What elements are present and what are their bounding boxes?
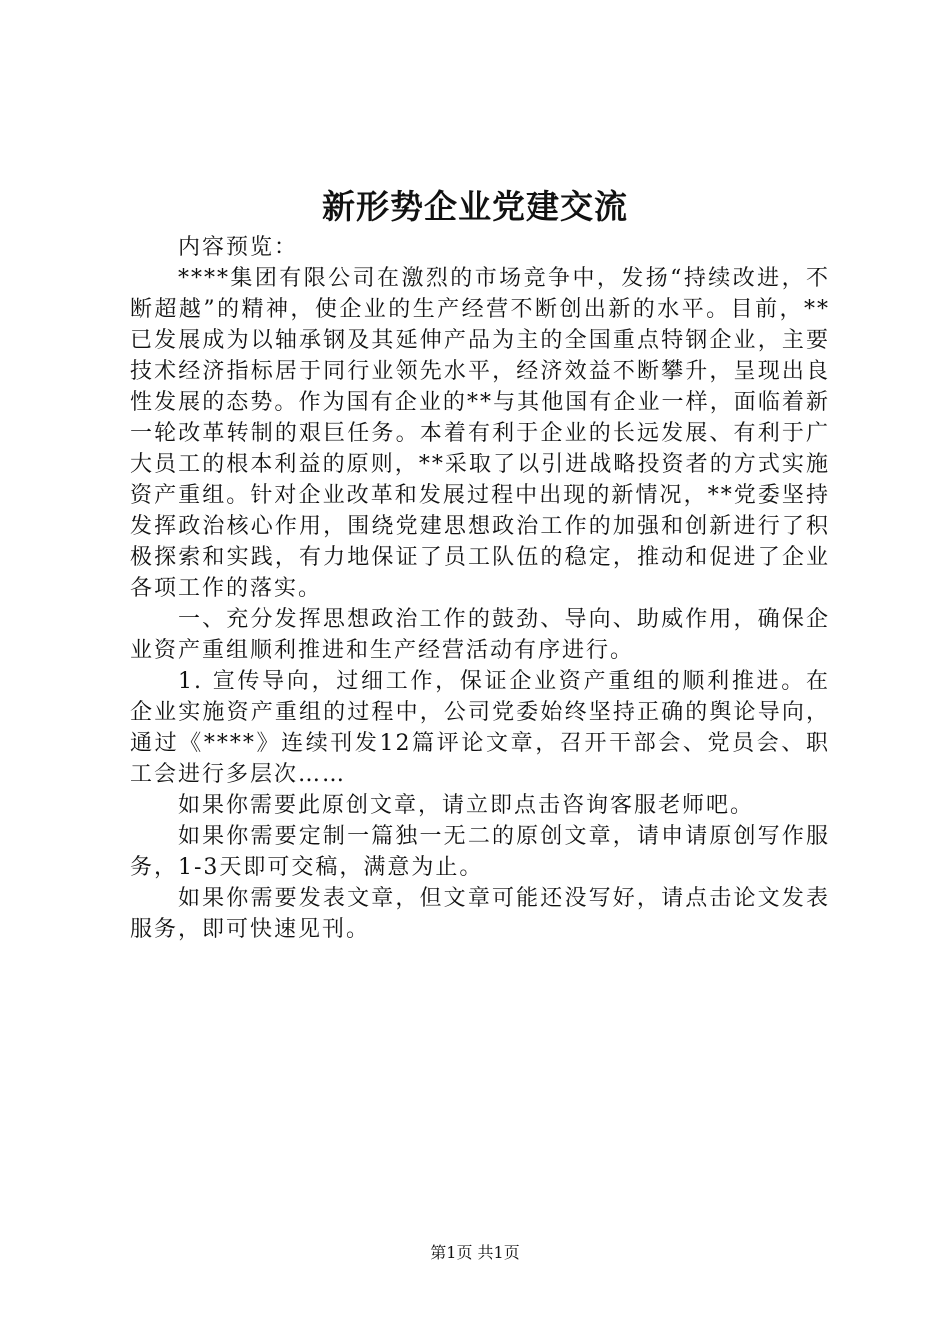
promo-paragraph-custom: 如果你需要定制一篇独一无二的原创文章，请申请原创写作服务，1-3天即可交稿，满意为止。: [130, 824, 830, 880]
body-paragraph: 1. 宣传导向，过细工作，保证企业资产重组的顺利推进。在企业实施资产重组的过程中，公司党委始终坚持正确的舆论导向，通过《****》连续刊发12篇评论文章，召开干部会、党员会、职工会进行多层次……: [130, 669, 830, 787]
document-body: [130, 232, 830, 945]
document-title: 新形势企业党建交流: [322, 187, 628, 226]
preview-label: 内容预览：: [178, 235, 299, 260]
section-heading: 一、充分发挥思想政治工作的鼓劲、导向、助威作用，确保企业资产重组顺利推进和生产经营活动有序进行。: [130, 607, 830, 663]
promo-paragraph-consult: 如果你需要此原创文章，请立即点击咨询客服老师吧。: [178, 793, 755, 818]
body-paragraph: ****集团有限公司在激烈的市场竞争中，发扬“持续改进，不断超越”的精神，使企业的生产经营不断创出新的水平。目前，**已发展成为以轴承钢及其延伸产品为主的全国重点特钢企业，主要技术经济指标居于同行业领先水平，经济效益不断攀升，呈现出良性发展的态势。作为国有企业的**与其他国有企业一样，面临着新一轮改革转制的艰巨任务。本着有利于企业的长远发展、有利于广大员工的根本利益的原则，**采取了以引进战略投资者的方式实施资产重组。针对企业改革和发展过程中出现的新情况，**党委坚持发挥政治核心作用，围绕党建思想政治工作的加强和创新进行了积极探索和实践，有力地保证了员工队伍的稳定，推动和促进了企业各项工作的落实。: [130, 266, 830, 601]
promo-paragraph-publish: 如果你需要发表文章，但文章可能还没写好，请点击论文发表服务，即可快速见刊。: [130, 886, 830, 942]
page-number: 第1页 共1页: [430, 1243, 520, 1262]
